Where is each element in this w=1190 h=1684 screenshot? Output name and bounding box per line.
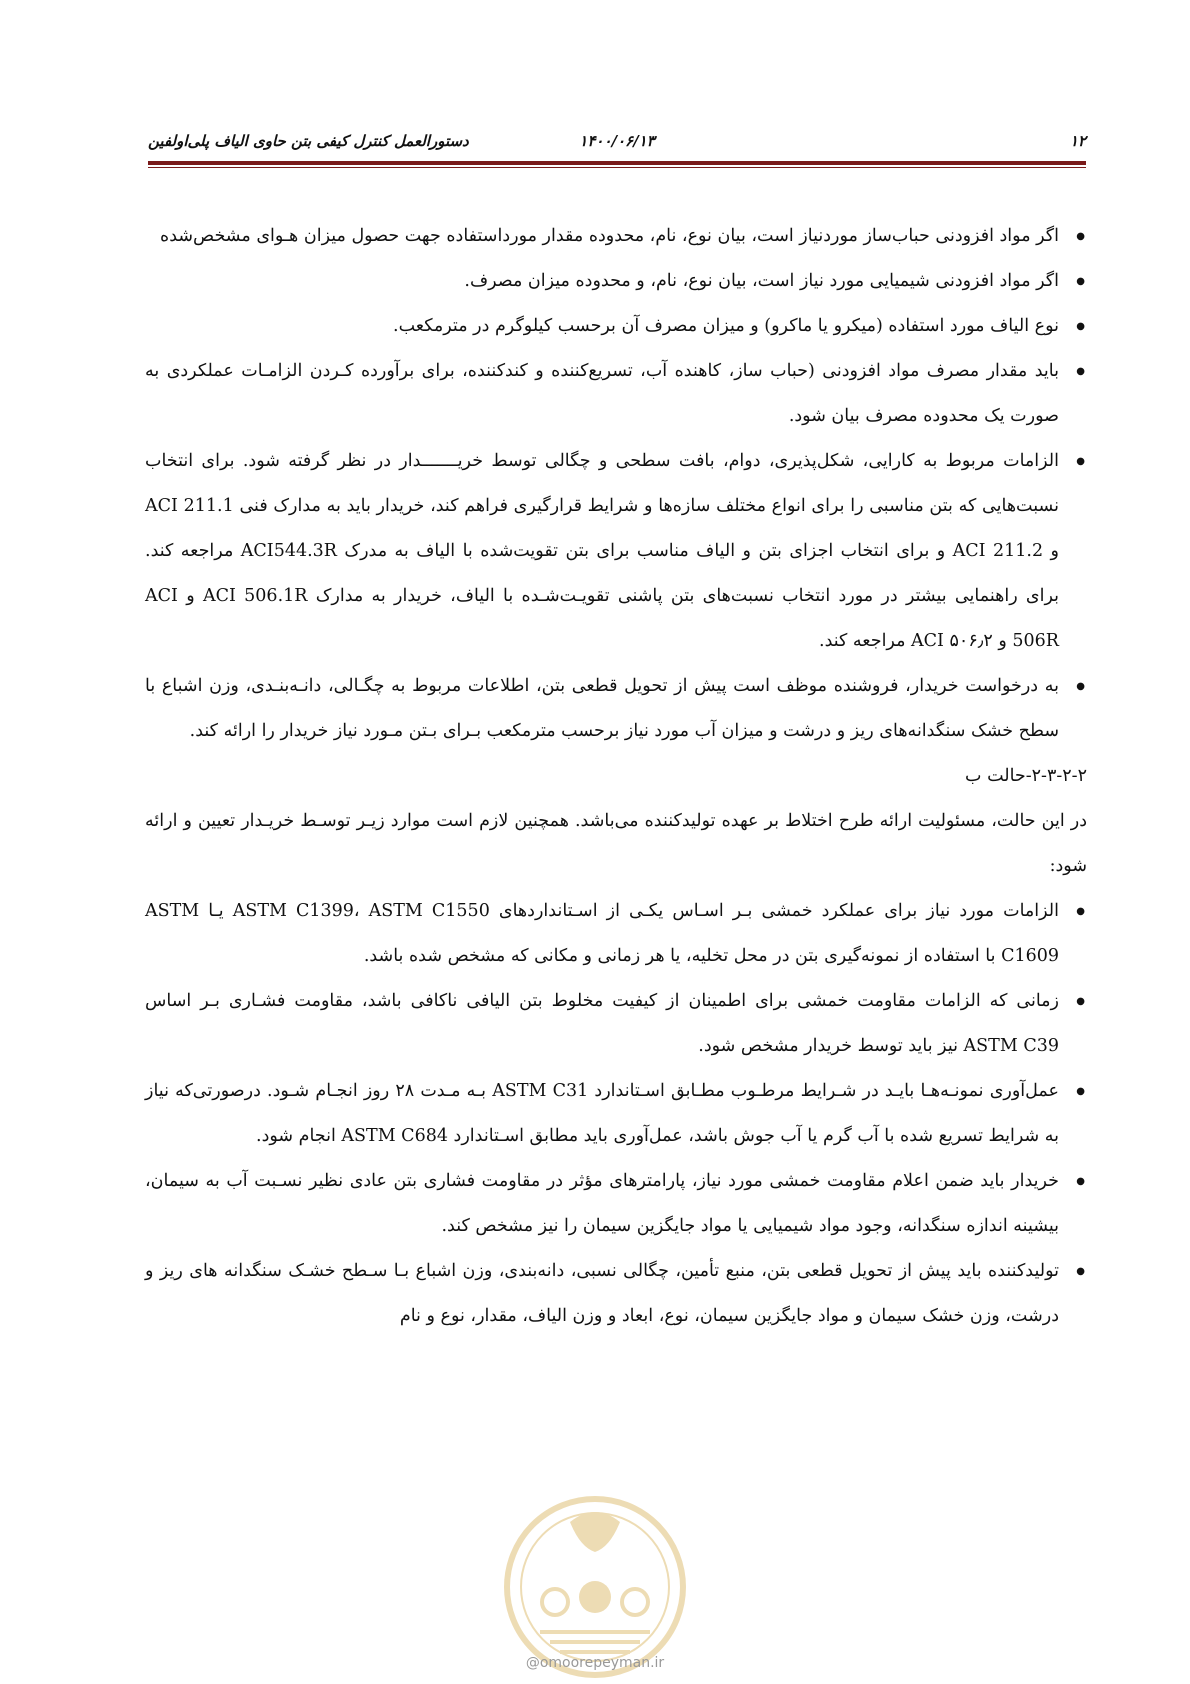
list-item: ● باید مقدار مصرف مواد افزودنی (حباب ساز، کاهنده آب، تسریع‌کننده و کندکننده، برای برآورده کـردن الزامـات عملکردی به صورت یک محدوده مصرف بیان شود.	[145, 349, 1059, 439]
bullet-list-a	[145, 214, 1087, 754]
watermark-seal-icon	[500, 1492, 690, 1682]
list-item: ● خریدار باید ضمن اعلام مقاومت خمشی مورد نیاز، پارامترهای مؤثر در مقاومت فشاری بتن عادی نظیر نسـبت آب به سیمان، بیشینه اندازه سنگدانه، وجود مواد شیمیایی یا مواد جایگزین سیمان را نیز مشخص کند.	[145, 1159, 1059, 1249]
page-body	[145, 214, 1087, 1339]
bullet-list-b	[145, 889, 1087, 1339]
page-number: ۱۲	[1069, 132, 1086, 150]
list-item: ● الزامات مربوط به کارایی، شکل‌پذیری، دوام، بافت سطحی و چگالی توسط خریـــــــدار در نظر گرفته شود. برای انتخاب نسبت‌هایی که بتن مناسبی را برای انواع مختلف سازه‌ها و شرایط قرارگیری فراهم کند، خریدار باید به مدارک فنی ACI 211.1 و ACI 211.2 و برای انتخاب اجزای بتن و الیاف مناسب برای بتن تقویت‌شده با الیاف به مدرک ACI544.3R مراجعه کند. برای راهنمایی بیشتر در مورد انتخاب نسبت‌های بتن پاشنی تقویـت‌شـده با الیاف، خریدار به مدارک ACI 506.1R و ACI 506R و ACI ۵۰۶٫۲ مراجعه کند.	[145, 439, 1059, 664]
header-rule-thick	[148, 161, 1086, 165]
document-title: دستورالعمل کنترل کیفی بتن حاوی الیاف پلی‌اولفین	[148, 132, 469, 150]
header-rule-thin	[148, 167, 1086, 168]
watermark-url: @omoorepeyman.ir	[525, 1655, 665, 1671]
list-item: ● زمانی که الزامات مقاومت خمشی برای اطمینان از کیفیت مخلوط بتن الیافی ناکافی باشد، مقاومت فشـاری بـر اساس ASTM C39 نیز باید توسط خریدار مشخص شود.	[145, 979, 1059, 1069]
list-item: ● تولیدکننده باید پیش از تحویل قطعی بتن، منبع تأمین، چگالی نسبی، دانه‌بندی، وزن اشباع بـا سـطح خشـک سنگدانه های ریز و درشت، وزن خشک سیمان و مواد جایگزین سیمان، نوع، ابعاد و وزن الیاف، مقدار، نوع و نام	[145, 1249, 1059, 1339]
list-item: ● عمل‌آوری نمونـه‌هـا بایـد در شـرایط مرطـوب مطـابق اسـتاندارد ASTM C31 بـه مـدت ۲۸ روز انجـام شـود. درصورتی‌که نیاز به شرایط تسریع شده با آب گرم یا آب جوش باشد، عمل‌آوری باید مطابق اسـتاندارد ASTM C684 انجام شود.	[145, 1069, 1059, 1159]
section-heading: ۲-۳-۲-۲-حالت ب	[965, 766, 1087, 786]
header-date: ۱۴۰۰/۰۶/۱۳	[579, 132, 655, 150]
list-item: ● اگر مواد افزودنی حباب‌ساز موردنیاز است، بیان نوع، نام، محدوده مقدار مورداستفاده جهت حصول میزان هـوای مشخص‌شده	[145, 214, 1059, 259]
page-header	[148, 128, 1086, 154]
list-item: ● الزامات مورد نیاز برای عملکرد خمشی بـر اسـاس یکـی از اسـتانداردهای ASTM C1399، ASTM C1550 یـا ASTM C1609 با استفاده از نمونه‌گیری بتن در محل تخلیه، یا هر زمانی و مکانی که مشخص شده باشد.	[145, 889, 1059, 979]
section-paragraph: در این حالت، مسئولیت ارائه طرح اختلاط بر عهده تولیدکننده می‌باشد. همچنین لازم است موارد زیـر توسـط خریـدار تعیین و ارائه شود:	[145, 811, 1087, 876]
list-item: ● نوع الیاف مورد استفاده (میکرو یا ماکرو) و میزان مصرف آن برحسب کیلوگرم در مترمکعب.	[145, 304, 1059, 349]
list-item: ● اگر مواد افزودنی شیمیایی مورد نیاز است، بیان نوع، نام، و محدوده میزان مصرف.	[145, 259, 1059, 304]
list-item: ● به درخواست خریدار، فروشنده موظف است پیش از تحویل قطعی بتن، اطلاعات مربوط به چگـالی، دانـه‌بنـدی، وزن اشباع با سطح خشک سنگدانه‌های ریز و درشت و میزان آب مورد نیاز برحسب مترمکعب بـرای بـتن مـورد نیاز خریدار را ارائه کند.	[145, 664, 1059, 754]
